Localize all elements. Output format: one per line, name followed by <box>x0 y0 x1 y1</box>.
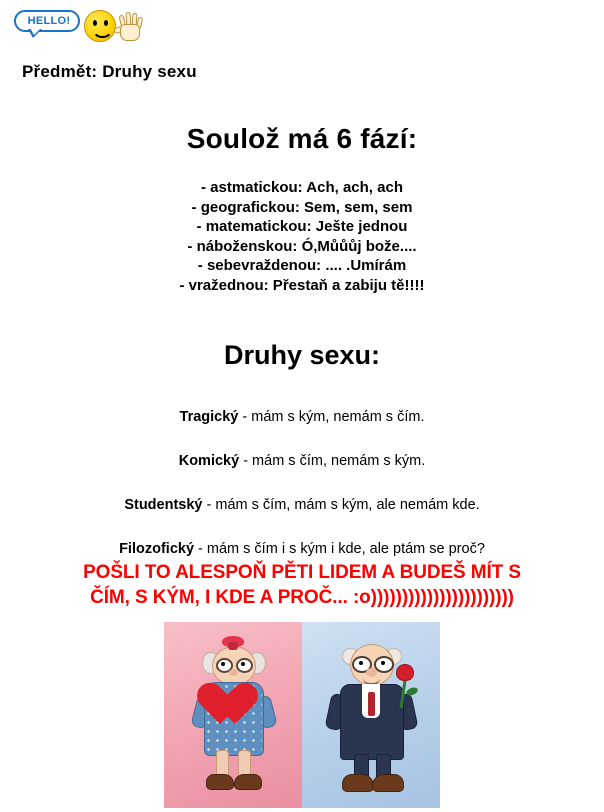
speech-bubble-icon <box>14 10 80 32</box>
type-name: Filozofický <box>119 541 195 557</box>
call-to-action <box>8 560 596 610</box>
type-name: Tragický <box>179 409 239 425</box>
phase-item: - sebevraždenou: .... .Umírám <box>197 257 407 274</box>
waving-hand-icon <box>114 8 150 44</box>
phase-item: - matematickou: Ješte jednou <box>196 218 408 235</box>
type-description: - mám s čím i s kým i kde, ale ptám se proč? <box>194 541 485 557</box>
cta-line-1: POŠLI TO ALESPOŇ PĚTI LIDEM A BUDEŠ MÍT S <box>83 562 521 583</box>
artwork-right-panel <box>302 622 440 808</box>
hello-text: HELLO! <box>27 15 71 27</box>
granny-glasses-right-icon <box>236 658 253 673</box>
grandpa-shoe-left-icon <box>342 774 374 792</box>
type-description: - mám s čím, nemám s kým. <box>239 453 426 469</box>
cta-line-2: ČÍM, S KÝM, I KDE A PROČ... :o))))))))))))))))))))))) <box>90 587 514 608</box>
grandpa-nose-icon <box>366 668 377 677</box>
hello-banner <box>14 8 149 44</box>
granny-nose-icon <box>229 669 238 676</box>
phase-item: - astmatickou: Ach, ach, ach <box>200 179 403 196</box>
hand-palm-icon <box>120 24 140 41</box>
subject-line: Předmět: Druhy sexu <box>22 62 197 81</box>
phase-item: - geografickou: Sem, sem, sem <box>191 198 413 216</box>
grandpa-eye-right-icon <box>381 661 385 665</box>
speech-bubble-tail-inner-icon <box>30 28 41 35</box>
type-description: - mám s kým, nemám s čím. <box>238 409 425 425</box>
type-name: Studentský <box>124 497 203 513</box>
type-item <box>0 395 604 439</box>
grandpa-shoe-right-icon <box>372 774 404 792</box>
grandpa-eye-left-icon <box>359 661 363 665</box>
types-list <box>0 395 604 571</box>
type-name: Komický <box>178 453 240 469</box>
phase-item: - vražednou: Přestaň a zabiju tě!!!! <box>179 276 425 294</box>
granny-eye-right-icon <box>241 662 245 666</box>
granny-bow-knot-icon <box>228 642 238 650</box>
type-description: - mám s čím, mám s kým, ale nemám kde. <box>202 497 480 513</box>
phases-list <box>0 178 604 295</box>
smiley-face-icon <box>84 10 116 42</box>
artwork-left-panel <box>164 622 302 808</box>
granny-shoe-right-icon <box>234 774 262 790</box>
granny-eye-left-icon <box>221 662 225 666</box>
heading-types: Druhy sexu: <box>223 340 381 370</box>
smiley-mouth-icon <box>92 26 113 38</box>
rose-leaf-icon <box>405 686 419 697</box>
grandpa-tie-icon <box>368 692 375 716</box>
granny-shoe-left-icon <box>206 774 234 790</box>
red-rose-icon <box>396 664 414 681</box>
red-heart-icon <box>209 684 257 728</box>
phase-item: - náboženskou: Ó,Můůůj bože.... <box>187 237 417 255</box>
type-item <box>0 439 604 483</box>
type-item <box>0 483 604 527</box>
artwork <box>164 622 440 808</box>
heading-phases: Soulož má 6 fází: <box>186 123 418 154</box>
